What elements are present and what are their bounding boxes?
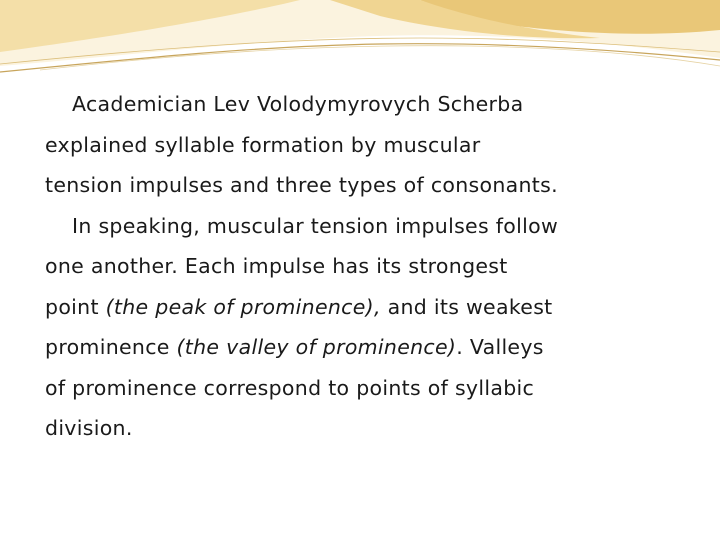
paragraph1-line3: tension impulses and three types of consonants.	[45, 173, 558, 197]
paragraph1-line2: explained syllable formation by muscular	[45, 132, 481, 157]
decorative-banner	[0, 0, 720, 90]
paragraph2-line3	[45, 287, 695, 328]
paragraph2-line2: one another. Each impulse has its strongest	[45, 254, 508, 278]
term-peak-of-prominence: (the peak of prominence),	[105, 294, 381, 319]
paragraph1-line1: Academician Lev Volodymyrovych Scherba	[72, 92, 524, 116]
term-valley-of-prominence: (the valley of prominence)	[176, 335, 457, 359]
text-point: point	[45, 294, 106, 319]
text-weakest: and its weakest	[380, 294, 553, 319]
slide-body	[45, 84, 695, 449]
paragraph2-line1: In speaking, muscular tension impulses follow	[72, 213, 559, 238]
paragraph2-line6: division.	[45, 416, 133, 440]
paragraph2-line5: of prominence correspond to points of syllabic	[45, 375, 535, 400]
text-prominence: prominence	[45, 335, 177, 359]
paragraph2-line4	[45, 327, 695, 368]
text-valleys: . Valleys	[456, 335, 544, 359]
